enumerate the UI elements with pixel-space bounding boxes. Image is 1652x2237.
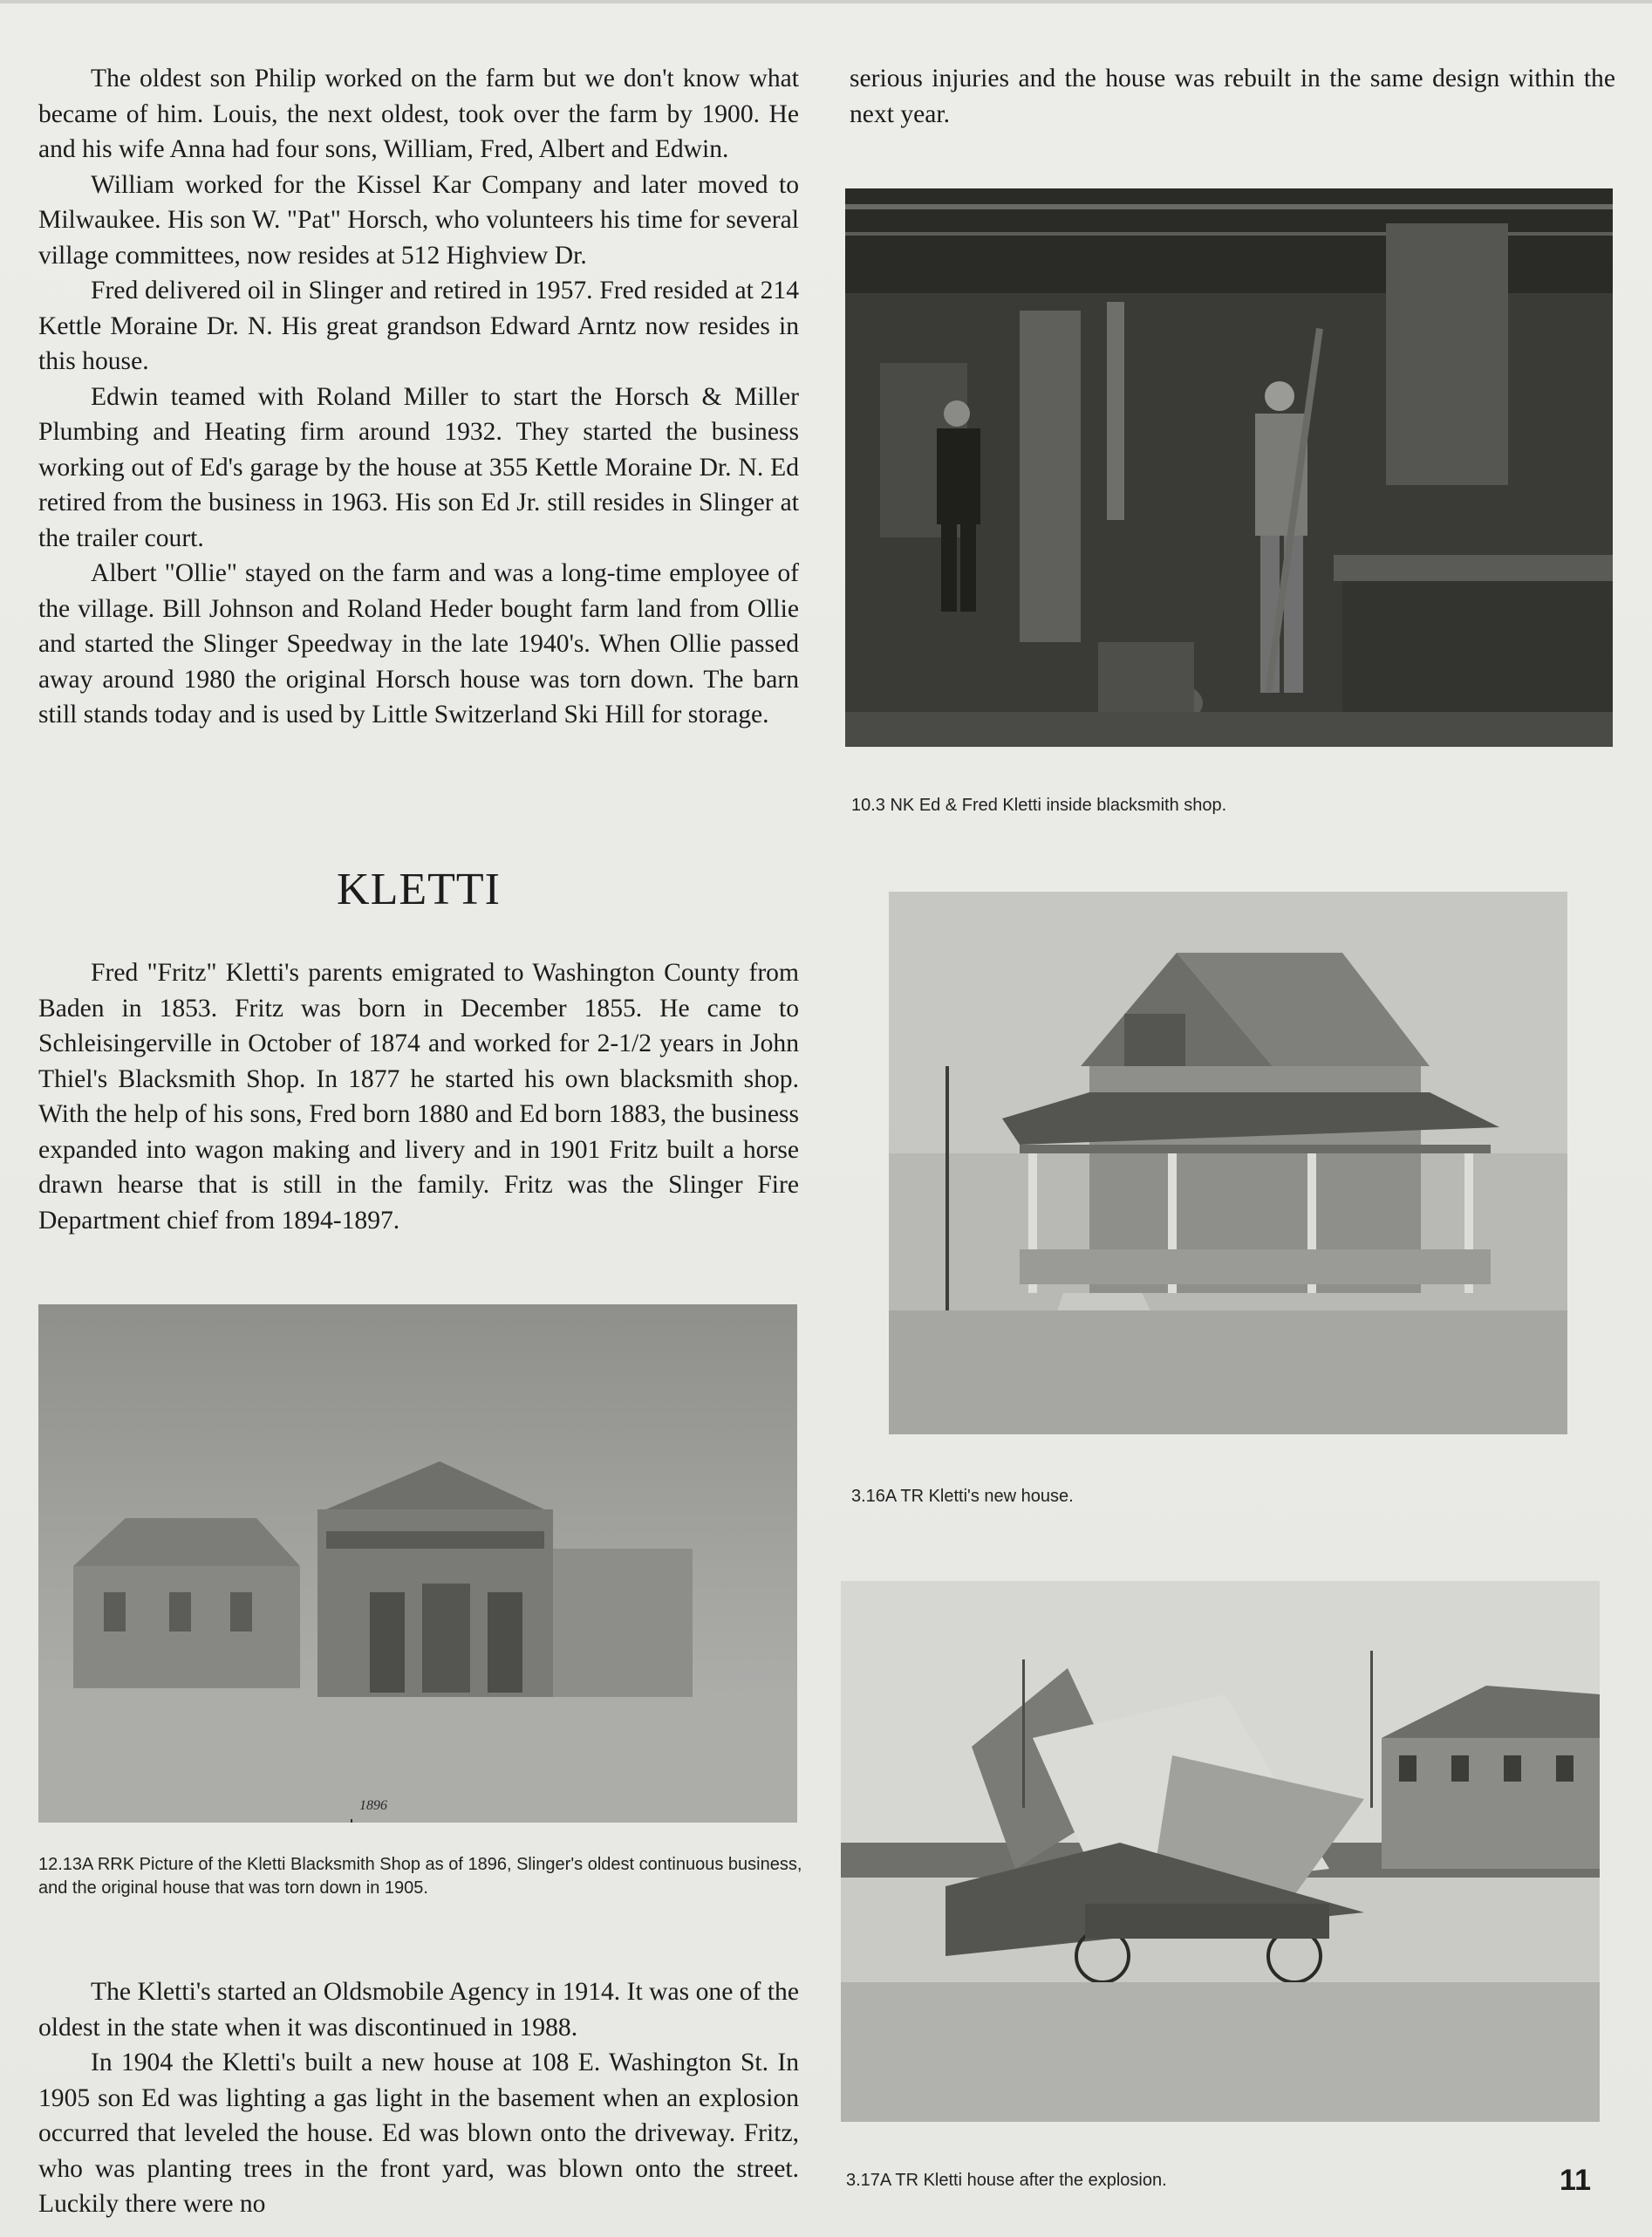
left-column-text [38,61,799,733]
kletti-intro-text [38,955,799,1238]
photo-inscription-1896: 1896 [359,1798,387,1813]
caption-after-explosion: 3.17A TR Kletti house after the explosion. [846,2171,1167,2190]
paragraph-albert: Albert "Ollie" stayed on the farm and was a long-time employee of the village. Bill Johnson and Roland Heder bought farm land from Ollie and started the Slinger Speedway in the late 1940's. When Ollie passed away around 1980 the original Horsch house was torn down. The barn still stands today and is used by Little Switzerland Ski Hill for storage. [38,559,799,729]
paragraph-fred: Fred delivered oil in Slinger and retired in 1957. Fred resided at 214 Kettle Moraine Dr. N. His great grandson Edward Arntz now resides in this house. [38,277,799,375]
page-number: 11 [1560,2164,1591,2197]
caption-blacksmith-shop-1896: 12.13A RRK Picture of the Kletti Blacksmith Shop as of 1896, Slinger's oldest continuous business, and the original house that was torn down in 1905. [38,1855,802,1898]
paragraph-edwin: Edwin teamed with Roland Miller to start the Horsch & Miller Plumbing and Heating firm around 1932. They started the business working out of Ed's garage by the house at 355 Kettle Moraine Dr. N. Ed retired from the business in 1963. His son Ed Jr. still resides in Slinger at the trailer court. [38,382,799,552]
paragraph-oldsmobile: The Kletti's started an Oldsmobile Agency in 1914. It was one of the oldest in the state when it was discontinued in 1988. [38,1978,799,2042]
right-column-text [850,61,1615,132]
caption-new-house: 3.16A TR Kletti's new house. [851,1487,1074,1506]
photo-after-explosion [841,1581,1600,2122]
photo-new-house [889,892,1567,1434]
section-heading-kletti: KLETTI [337,865,501,914]
page-top-edge [0,0,1652,3]
bottom-left-text [38,1974,799,2222]
paragraph-fritz: Fred "Fritz" Kletti's parents emigrated to Washington County from Baden in 1853. Fritz was born in December 1855. He came to Schleisingerville in October of 1874 and worked for 2-1/2 years in John Thiel's Blacksmith Shop. In 1877 he started his own blacksmith shop. With the help of his sons, Fred born 1880 and Ed born 1883, the business expanded into wagon making and livery and in 1901 Fritz built a horse drawn hearse that is still in the family. Fritz was the Slinger Fire Department chief from 1894-1897. [38,959,799,1235]
paragraph-explosion: In 1904 the Kletti's built a new house at 108 E. Washington St. In 1905 son Ed was lighting a gas light in the basement when an explosion occurred that leveled the house. Ed was blown onto the driveway. Fritz, who was planting trees in the front yard, was blown onto the street. Luckily there were no [38,2049,799,2218]
caption-blacksmith-interior: 10.3 NK Ed & Fred Kletti inside blacksmith shop. [851,796,1227,815]
paragraph-continuation: serious injuries and the house was rebuilt in the same design within the next year. [850,65,1615,128]
paragraph-william: William worked for the Kissel Kar Company and later moved to Milwaukee. His son W. "Pat" Horsch, who volunteers his time for several village committees, now resides at 512 Highview Dr. [38,170,799,270]
paragraph-philip: The oldest son Philip worked on the farm but we don't know what became of him. Louis, the next oldest, took over the farm by 1900. He and his wife Anna had four sons, William, Fred, Albert and Edwin. [38,65,799,163]
photo-blacksmith-interior [845,188,1613,747]
photo-blacksmith-shop-1896 [38,1304,797,1823]
